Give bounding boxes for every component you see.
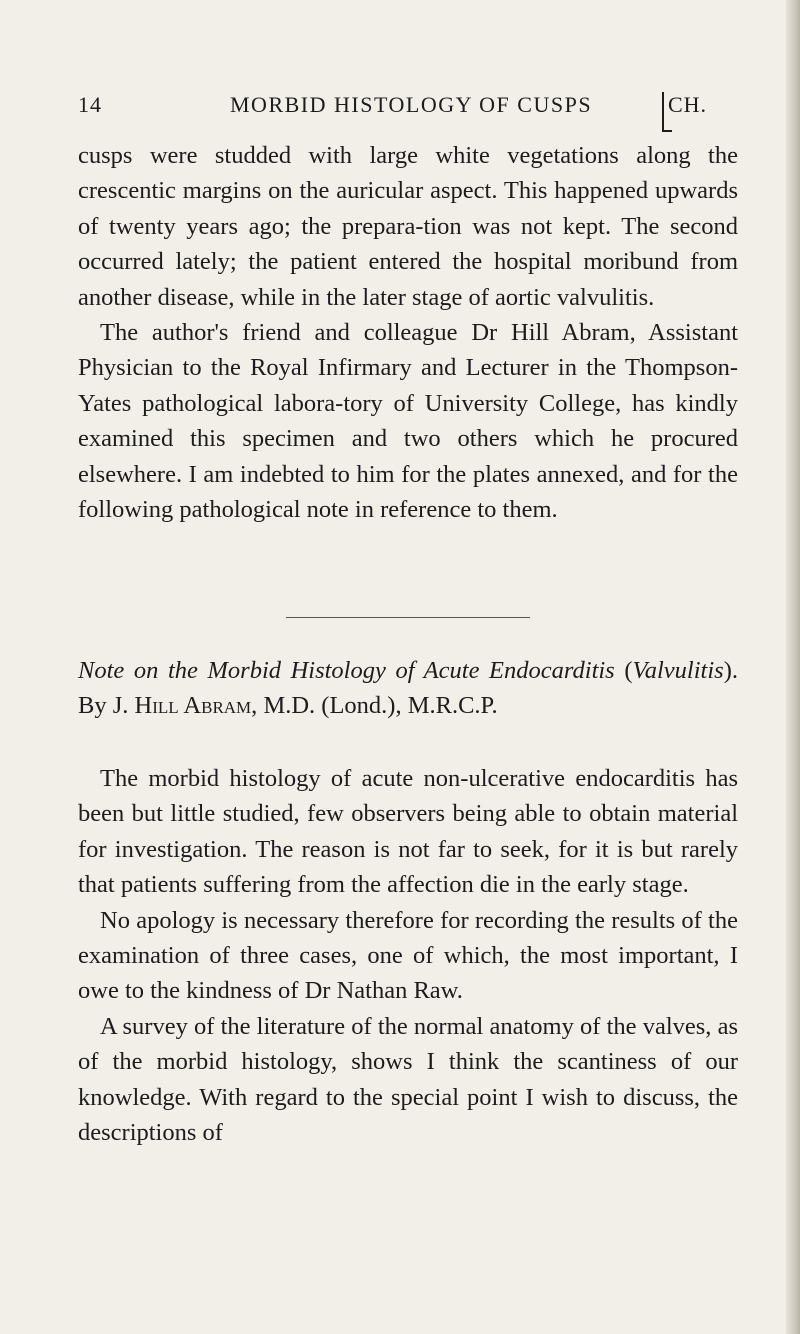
text-block-1 — [78, 138, 738, 527]
paragraph: No apology is necessary therefore for recording the results of the examination of three cases, one of which, the most important, I owe to the kindness of Dr Nathan Raw. — [78, 906, 738, 1005]
chapter-bracket-foot — [662, 130, 672, 132]
paren-close: ). — [723, 657, 738, 684]
author-credentials: M.D. (Lond.), M.R.C.P. — [263, 692, 498, 720]
paragraph: A survey of the literature of the normal anatomy of the valves, as of the morbid histology, shows I think the scantiness of our knowledge. With regard to the special point I wish to discuss, the descriptions of — [78, 1012, 738, 1147]
note-subtitle: Valvulitis — [632, 657, 724, 684]
text-block-2 — [78, 761, 738, 1150]
paragraph: cusps were studded with large white vegetations along the crescentic margins on the auricular aspect. This happened upwards of twenty years ago; the prepara-tion was not kept. The second occurred lately; the patient entered the hospital moribund from another disease, while in the later stage of aortic valvulitis. — [78, 142, 738, 311]
section-divider — [286, 617, 530, 618]
chapter-mark: CH. — [668, 92, 708, 117]
note-title: Note on the Morbid Histology of Acute Endocarditis — [78, 657, 615, 684]
paragraph: The author's friend and colleague Dr Hill Abram, Assistant Physician to the Royal Infirmary and Lecturer in the Thompson-Yates pathological labora-tory of University College, has kindly examined this specimen and two others which he procured elsewhere. I am indebted to him for the plates annexed, and for the following pathological note in reference to them. — [78, 319, 738, 524]
paragraph: The morbid histology of acute non-ulcerative endocarditis has been but little studied, few observers being able to obtain material for investigation. The reason is not far to seek, for it is but rarely that patients suffering from the affection die in the early stage. — [78, 765, 738, 899]
running-header — [78, 92, 738, 132]
page-edge — [786, 0, 800, 1334]
running-title: MORBID HISTOLOGY OF CUSPS — [230, 92, 593, 117]
byline: By J. — [78, 692, 129, 720]
page-number: 14 — [78, 92, 102, 117]
note-heading — [78, 653, 738, 724]
chapter-bracket — [662, 92, 664, 132]
paren-open: ( — [624, 657, 633, 684]
author-name: Hill Abram, — [134, 692, 258, 720]
